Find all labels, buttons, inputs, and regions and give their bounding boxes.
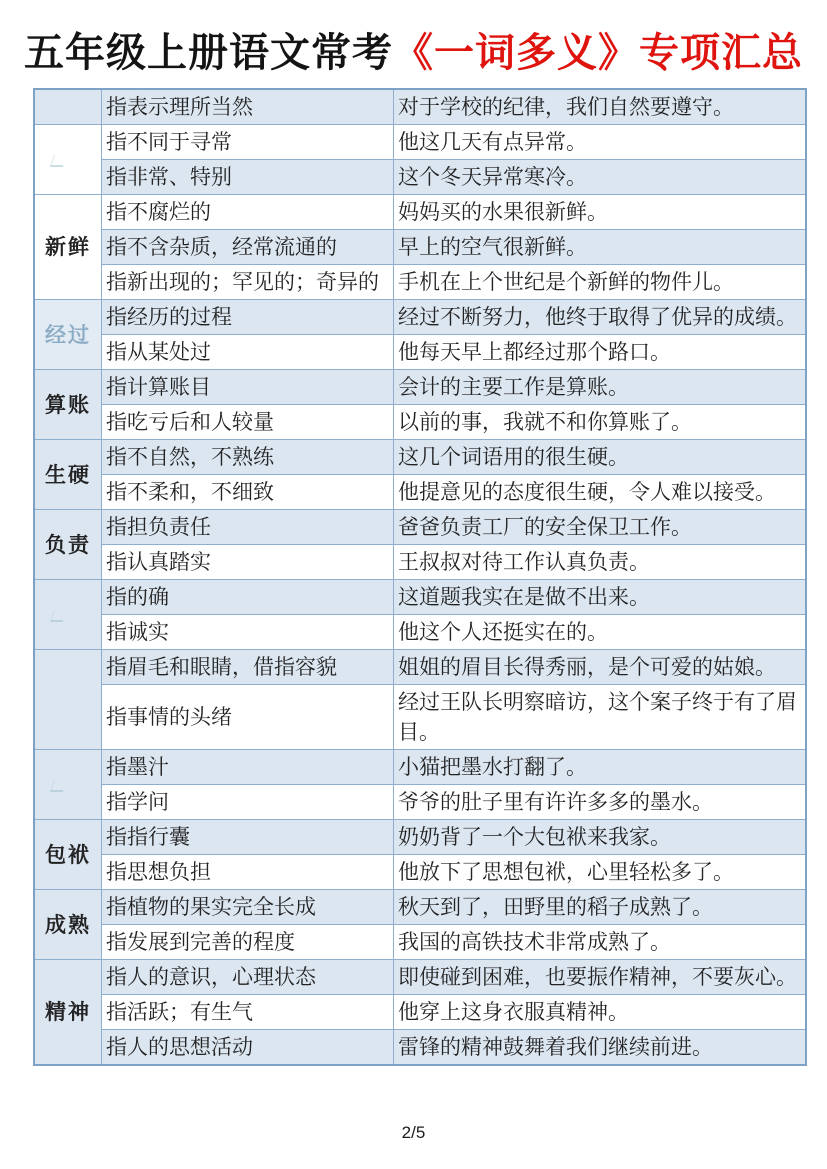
example-cell: 他这个人还挺实在的。 (394, 615, 807, 650)
word-cell: 负责 (34, 510, 102, 580)
example-cell: 经过不断努力，他终于取得了优异的成绩。 (394, 300, 807, 335)
definition-cell: 指担负责任 (102, 510, 394, 545)
example-cell: 奶奶背了一个大包袱来我家。 (394, 820, 807, 855)
table-row (34, 89, 806, 125)
table-row (34, 230, 806, 265)
definition-cell: 指从某处过 (102, 335, 394, 370)
faded-word-smudge (49, 780, 66, 792)
definition-cell: 指不同于寻常 (102, 125, 394, 160)
word-cell: 成熟 (34, 890, 102, 960)
word-cell (34, 89, 102, 125)
table-row (34, 650, 806, 685)
word-cell: 生硬 (34, 440, 102, 510)
table-row (34, 265, 806, 300)
table-row (34, 300, 806, 335)
definition-cell: 指植物的果实完全长成 (102, 890, 394, 925)
table-row (34, 890, 806, 925)
example-cell: 雷锋的精神鼓舞着我们继续前进。 (394, 1030, 807, 1066)
definition-cell: 指的确 (102, 580, 394, 615)
table-row (34, 995, 806, 1030)
example-cell: 他提意见的态度很生硬，令人难以接受。 (394, 475, 807, 510)
table-row (34, 510, 806, 545)
example-cell: 他放下了思想包袱，心里轻松多了。 (394, 855, 807, 890)
example-cell: 爸爸负责工厂的安全保卫工作。 (394, 510, 807, 545)
definition-cell: 指不含杂质，经常流通的 (102, 230, 394, 265)
example-cell: 早上的空气很新鲜。 (394, 230, 807, 265)
table-row (34, 370, 806, 405)
example-cell: 会计的主要工作是算账。 (394, 370, 807, 405)
definition-cell: 指诚实 (102, 615, 394, 650)
definition-cell: 指不柔和，不细致 (102, 475, 394, 510)
example-cell: 小猫把墨水打翻了。 (394, 750, 807, 785)
word-cell: 精神 (34, 960, 102, 1066)
definition-cell: 指眉毛和眼睛，借指容貌 (102, 650, 394, 685)
definition-cell: 指非常、特别 (102, 160, 394, 195)
definition-cell: 指经历的过程 (102, 300, 394, 335)
table-row (34, 820, 806, 855)
definition-cell: 指表示理所当然 (102, 89, 394, 125)
example-cell: 这个冬天异常寒冷。 (394, 160, 807, 195)
polysemy-table (33, 88, 807, 1066)
word-cell (34, 125, 102, 195)
polysemy-table-wrap (33, 88, 795, 1066)
table-row (34, 785, 806, 820)
definition-cell: 指活跃；有生气 (102, 995, 394, 1030)
example-cell: 我国的高铁技术非常成熟了。 (394, 925, 807, 960)
faded-word-smudge (49, 610, 66, 622)
table-row (34, 615, 806, 650)
example-cell: 对于学校的纪律，我们自然要遵守。 (394, 89, 807, 125)
example-cell: 他穿上这身衣服真精神。 (394, 995, 807, 1030)
definition-cell: 指思想负担 (102, 855, 394, 890)
definition-cell: 指不自然，不熟练 (102, 440, 394, 475)
word-cell: 包袱 (34, 820, 102, 890)
table-row (34, 855, 806, 890)
table-row (34, 405, 806, 440)
table-row (34, 195, 806, 230)
page-number: 2/5 (401, 1123, 426, 1142)
word-cell: 经过 (34, 300, 102, 370)
table-row (34, 545, 806, 580)
word-cell: 算账 (34, 370, 102, 440)
page-title-red-part: 《一词多义》专项汇总 (393, 30, 803, 75)
word-cell (34, 580, 102, 650)
word-cell: 新鲜 (34, 195, 102, 300)
definition-cell: 指新出现的；罕见的；奇异的 (102, 265, 394, 300)
word-cell (34, 650, 102, 750)
example-cell: 即使碰到困难，也要振作精神，不要灰心。 (394, 960, 807, 995)
definition-cell: 指指行囊 (102, 820, 394, 855)
table-row (34, 925, 806, 960)
example-cell: 秋天到了，田野里的稻子成熟了。 (394, 890, 807, 925)
table-row (34, 1030, 806, 1066)
table-row (34, 960, 806, 995)
page-title (0, 0, 827, 84)
table-row (34, 750, 806, 785)
word-cell (34, 750, 102, 820)
example-cell: 他这几天有点异常。 (394, 125, 807, 160)
definition-cell: 指墨汁 (102, 750, 394, 785)
example-cell: 姐姐的眉目长得秀丽，是个可爱的姑娘。 (394, 650, 807, 685)
page-title-black-part: 五年级上册语文常考 (24, 30, 393, 75)
table-row (34, 685, 806, 750)
example-cell: 他每天早上都经过那个路口。 (394, 335, 807, 370)
example-cell: 妈妈买的水果很新鲜。 (394, 195, 807, 230)
definition-cell: 指计算账目 (102, 370, 394, 405)
table-row (34, 160, 806, 195)
table-row (34, 440, 806, 475)
example-cell: 这几个词语用的很生硬。 (394, 440, 807, 475)
example-cell: 手机在上个世纪是个新鲜的物件儿。 (394, 265, 807, 300)
table-row (34, 580, 806, 615)
table-row (34, 335, 806, 370)
faded-word-smudge (49, 155, 66, 167)
example-cell: 这道题我实在是做不出来。 (394, 580, 807, 615)
polysemy-table-body (34, 89, 806, 1065)
definition-cell: 指不腐烂的 (102, 195, 394, 230)
definition-cell: 指人的思想活动 (102, 1030, 394, 1066)
table-row (34, 475, 806, 510)
definition-cell: 指发展到完善的程度 (102, 925, 394, 960)
definition-cell: 指吃亏后和人较量 (102, 405, 394, 440)
example-cell: 爷爷的肚子里有许许多多的墨水。 (394, 785, 807, 820)
table-row (34, 125, 806, 160)
example-cell: 以前的事，我就不和你算账了。 (394, 405, 807, 440)
example-cell: 王叔叔对待工作认真负责。 (394, 545, 807, 580)
example-cell: 经过王队长明察暗访，这个案子终于有了眉目。 (394, 685, 807, 750)
definition-cell: 指事情的头绪 (102, 685, 394, 750)
definition-cell: 指人的意识，心理状态 (102, 960, 394, 995)
definition-cell: 指学问 (102, 785, 394, 820)
definition-cell: 指认真踏实 (102, 545, 394, 580)
